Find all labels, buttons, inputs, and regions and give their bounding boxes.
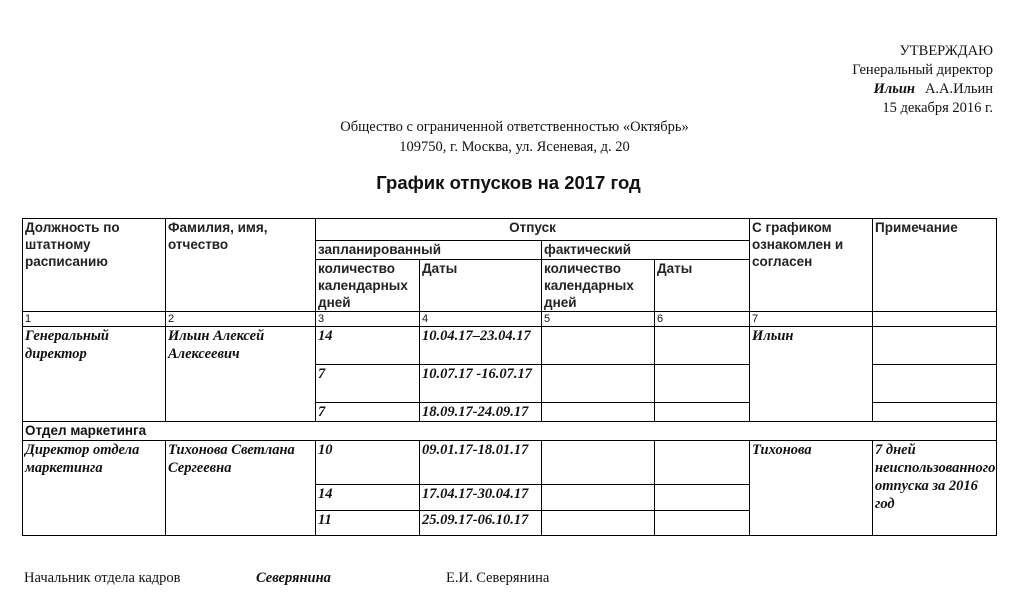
planned-days: 14 bbox=[316, 327, 420, 365]
approver-signature-line bbox=[733, 80, 993, 99]
column-number bbox=[873, 312, 997, 327]
approver-position: Генеральный директор bbox=[852, 62, 993, 78]
column-number: 5 bbox=[542, 312, 655, 327]
planned-dates: 10.04.17–23.04.17 bbox=[420, 327, 542, 365]
header-planned: запланированный bbox=[316, 241, 542, 260]
acknowledged-signature: Ильин bbox=[750, 327, 873, 422]
header-actual: фактический bbox=[542, 241, 750, 260]
column-numbers-row bbox=[23, 312, 997, 327]
actual-days bbox=[542, 441, 655, 485]
actual-days bbox=[542, 485, 655, 511]
employee-name: Тихонова Светлана Сергеевна bbox=[166, 441, 316, 536]
column-number: 1 bbox=[23, 312, 166, 327]
header-row-1 bbox=[23, 219, 997, 241]
vacation-schedule-table bbox=[22, 218, 997, 536]
approver-name: А.А.Ильин bbox=[924, 81, 993, 97]
planned-days: 7 bbox=[316, 365, 420, 403]
header-note: Примечание bbox=[873, 219, 997, 312]
approval-date: 15 декабря 2016 г. bbox=[882, 100, 993, 116]
planned-days: 7 bbox=[316, 403, 420, 422]
employee-position: Генеральный директор bbox=[23, 327, 166, 422]
planned-dates: 25.09.17-06.10.17 bbox=[420, 511, 542, 536]
actual-dates bbox=[655, 327, 750, 365]
document-title: График отпусков на 2017 год bbox=[376, 172, 641, 193]
planned-dates: 17.04.17-30.04.17 bbox=[420, 485, 542, 511]
planned-days: 11 bbox=[316, 511, 420, 536]
column-number: 2 bbox=[166, 312, 316, 327]
column-number: 3 bbox=[316, 312, 420, 327]
header-vacation: Отпуск bbox=[316, 219, 750, 241]
employee-name: Ильин Алексей Алексеевич bbox=[166, 327, 316, 422]
note-text: 7 дней неиспользованного отпуска за 2016 год bbox=[873, 441, 997, 536]
actual-dates bbox=[655, 511, 750, 536]
note-cell bbox=[873, 403, 997, 422]
acknowledged-signature: Тихонова bbox=[750, 441, 873, 536]
table-row bbox=[23, 441, 997, 485]
footer-name: Е.И. Северянина bbox=[446, 570, 550, 586]
actual-dates bbox=[655, 403, 750, 422]
column-number: 4 bbox=[420, 312, 542, 327]
actual-dates bbox=[655, 485, 750, 511]
department-row bbox=[23, 422, 997, 441]
note-cell bbox=[873, 327, 997, 365]
note-cell bbox=[873, 365, 997, 403]
approve-label: УТВЕРЖДАЮ bbox=[899, 43, 993, 59]
header-position: Должность по штатному расписанию bbox=[23, 219, 166, 312]
planned-dates: 10.07.17 -16.07.17 bbox=[420, 365, 542, 403]
approver-signature: Ильин bbox=[873, 81, 915, 97]
planned-days: 10 bbox=[316, 441, 420, 485]
header-planned-dates: Даты bbox=[420, 260, 542, 312]
approval-block bbox=[733, 42, 993, 118]
header-planned-days: количество календарных дней bbox=[316, 260, 420, 312]
planned-dates: 09.01.17-18.01.17 bbox=[420, 441, 542, 485]
column-number: 6 bbox=[655, 312, 750, 327]
organization-name: Общество с ограниченной ответственностью «Октябрь» bbox=[340, 119, 689, 135]
column-number: 7 bbox=[750, 312, 873, 327]
actual-days bbox=[542, 403, 655, 422]
actual-dates bbox=[655, 441, 750, 485]
header-full-name: Фамилия, имя, отчество bbox=[166, 219, 316, 312]
planned-dates: 18.09.17-24.09.17 bbox=[420, 403, 542, 422]
header-acknowledged: С графиком ознакомлен и согласен bbox=[750, 219, 873, 312]
department-name: Отдел маркетинга bbox=[23, 422, 997, 441]
employee-position: Директор отдела маркетинга bbox=[23, 441, 166, 536]
actual-days bbox=[542, 327, 655, 365]
actual-dates bbox=[655, 365, 750, 403]
footer-position: Начальник отдела кадров bbox=[24, 570, 181, 586]
actual-days bbox=[542, 511, 655, 536]
footer-signature: Северянина bbox=[256, 570, 331, 586]
planned-days: 14 bbox=[316, 485, 420, 511]
table-row bbox=[23, 327, 997, 365]
organization-address: 109750, г. Москва, ул. Ясеневая, д. 20 bbox=[399, 139, 630, 155]
organization-block bbox=[0, 117, 1029, 157]
header-actual-days: количество календарных дней bbox=[542, 260, 655, 312]
actual-days bbox=[542, 365, 655, 403]
header-actual-dates: Даты bbox=[655, 260, 750, 312]
